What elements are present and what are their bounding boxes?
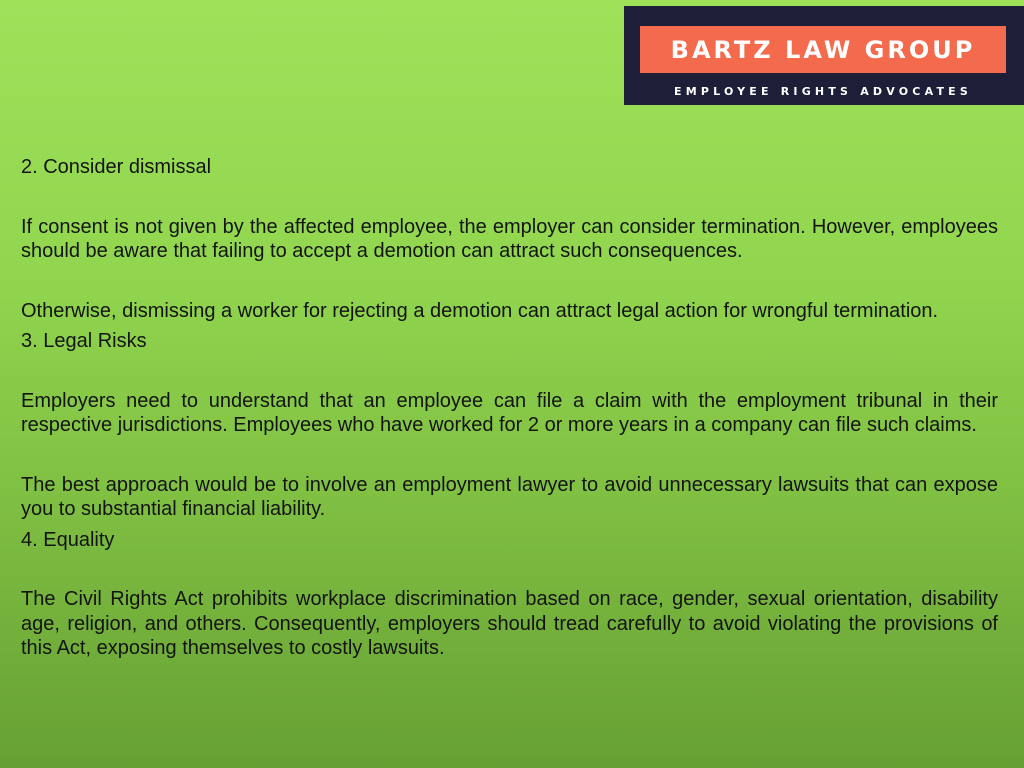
section-heading-consider-dismissal: 2. Consider dismissal [21,156,212,178]
paragraph-employment-lawyer: The best approach would be to involve an employment lawyer to avoid unnecessary lawsuits that can expose you to substantial financial liability. [21,473,998,520]
logo-tagline: EMPLOYEE RIGHTS ADVOCATES [674,85,972,98]
paragraph-wrongful-termination: Otherwise, dismissing a worker for rejecting a demotion can attract legal action for wrongful termination. [21,299,939,322]
paragraph-employment-tribunal: Employers need to understand that an employee can file a claim with the employment tribunal in their respective jurisdictions. Employees who have worked for 2 or more years in a company can file such claims. [21,389,998,436]
logo-title-box [640,26,1006,73]
section-heading-legal-risks: 3. Legal Risks [21,330,147,352]
paragraph-civil-rights-act: The Civil Rights Act prohibits workplace discrimination based on race, gender, sexual orientation, disability age, religion, and others. Consequently, employers should tread carefully to avoid violating the provisions of this Act, exposing themselves to costly lawsuits. [21,588,998,659]
bartz-law-group-logo [624,6,1024,105]
logo-title: BARTZ LAW GROUP [670,35,976,64]
paragraph-consent-termination: If consent is not given by the affected employee, the employer can consider termination. However, employees should be aware that failing to accept a demotion can attract such consequences. [21,215,998,262]
article-content [21,155,998,661]
section-heading-equality: 4. Equality [21,528,115,551]
